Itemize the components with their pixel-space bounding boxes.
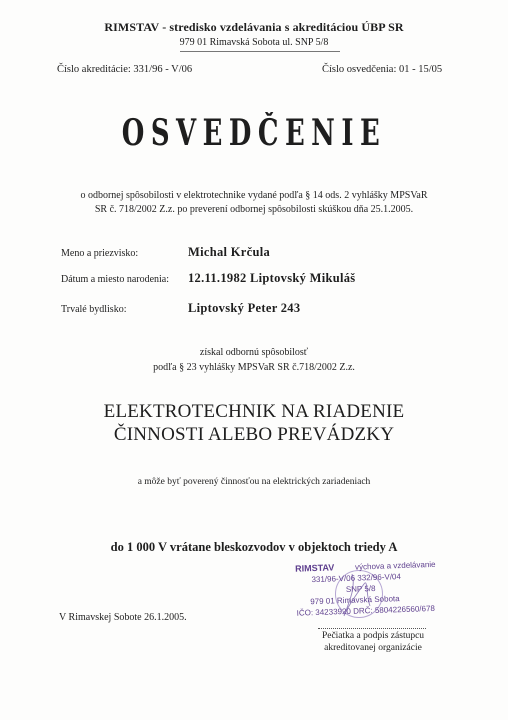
residence-value: Liptovský Peter 243	[188, 301, 301, 315]
acquired-text	[0, 345, 508, 375]
signature-caption	[306, 630, 440, 654]
accreditation-number	[57, 64, 192, 75]
stamp-name: RIMSTAV	[294, 562, 335, 574]
organization-stamp	[293, 559, 455, 627]
header-address: 979 01 Rimavská Sobota ul. SNP 5/8	[179, 37, 329, 48]
certificate-title: OSVEDČENIE	[121, 112, 387, 154]
acquired-line-1: získal odbornú spôsobilosť	[199, 347, 309, 358]
residence-label: Trvalé bydlisko:	[61, 304, 127, 315]
activity-note: a môže byť poverený činnosťou na elektrických zariadeniach	[137, 477, 371, 487]
accreditation-value: 331/96 - V/06	[133, 64, 193, 75]
name-value: Michal Krčula	[188, 245, 271, 259]
stamp-line-5: IČO: 34233920 DRČ: 5804226560/678	[296, 603, 436, 618]
acquired-line-2: podľa § 23 vyhlášky MPSVaR SR č.718/2002 Z.z.	[153, 362, 355, 373]
signature-caption-line-1: Pečiatka a podpis zástupcu	[321, 631, 425, 641]
header-organization: RIMSTAV - stredisko vzdelávania s akreditáciou ÚBP SR	[104, 20, 404, 34]
stamp-line-3: SNP 5/8	[345, 583, 376, 594]
name-label: Meno a priezvisko:	[61, 248, 139, 259]
signature-caption-line-2: akreditovanej organizácie	[324, 643, 422, 653]
certificate-number-value: 01 - 15/05	[399, 64, 443, 75]
birth-value: 12.11.1982 Liptovský Mikuláš	[188, 271, 356, 285]
certificate-number-label: Číslo osvedčenia:	[322, 64, 397, 75]
profession-line-1: ELEKTROTECHNIK NA RIADENIE	[103, 401, 405, 422]
stamp-line-2: 331/96-V/06 332/96-V/04	[311, 572, 402, 585]
profession-title	[0, 400, 508, 446]
intro-line-2: SR č. 718/2002 Z.z. po preverení odbornej spôsobilosti skúškou dňa 25.1.2005.	[94, 204, 414, 215]
birth-label: Dátum a miesto narodenia:	[61, 274, 170, 285]
accreditation-label: Číslo akreditácie:	[57, 64, 131, 75]
stamp-line-1: výchova a vzdelávanie	[354, 559, 436, 572]
profession-line-2: ČINNOSTI ALEBO PREVÁDZKY	[113, 424, 395, 445]
stamp-line-4: 979 01 Rimavská Sobota	[310, 594, 400, 607]
place-and-date: V Rimavskej Sobote 26.1.2005.	[59, 612, 187, 623]
header-divider	[180, 51, 340, 52]
intro-text	[0, 189, 508, 217]
signature-line	[318, 628, 426, 629]
certificate-number	[322, 64, 442, 75]
voltage-scope: do 1 000 V vrátane bleskozvodov v objektoch triedy A	[110, 540, 398, 554]
intro-line-1: o odbornej spôsobilosti v elektrotechnike vydané podľa § 14 ods. 2 vyhlášky MPSVaR	[80, 190, 428, 201]
